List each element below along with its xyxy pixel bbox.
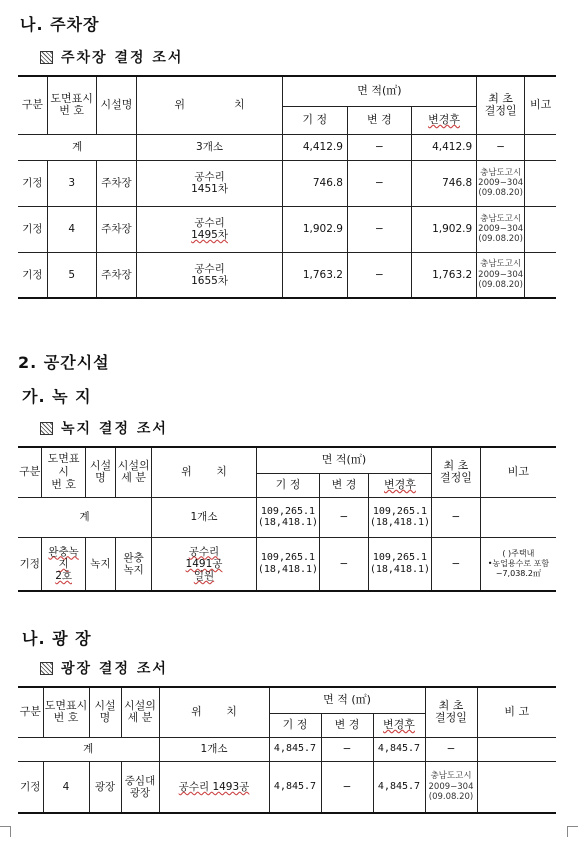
row-subdivision: 완충 녹지: [116, 537, 152, 591]
row-first: 충남도고시 2009−304 (09.08.20): [477, 160, 525, 206]
total-existing: 4,845.7: [269, 737, 321, 761]
section-title-green: 가. 녹 지: [22, 387, 92, 406]
hdr-facility: 시설명: [89, 687, 121, 737]
row-no: 3: [47, 160, 96, 206]
row-location-line1: 공수리: [194, 216, 225, 229]
square-decision-table: [18, 686, 556, 814]
subsection-title-green-text: 녹지 결정 조서: [61, 421, 168, 437]
row-no: 완충녹지 2호: [42, 537, 85, 591]
hdr-gubun: 구분: [18, 447, 42, 497]
row-location: [137, 252, 282, 298]
hdr-after: 변경후: [373, 713, 425, 737]
total-change: −: [347, 134, 411, 160]
section-title-parking: 나. 주차장: [20, 15, 100, 34]
section-title-square: 나. 광 장: [22, 629, 92, 648]
hdr-first-decision: 최 초 결정일: [432, 447, 481, 497]
row-facility: 주차장: [96, 252, 137, 298]
hdr-domyeon: 도면표시 번 호: [47, 76, 96, 134]
row-gubun: 기정: [18, 206, 47, 252]
subsection-title-parking: [40, 47, 183, 67]
hdr-change: 변 경: [321, 713, 373, 737]
hdr-area: 면 적(㎡): [256, 447, 431, 473]
row-first: 충남도고시 2009−304 (09.08.20): [477, 206, 525, 252]
row-facility: 주차장: [96, 160, 137, 206]
total-change: −: [320, 497, 369, 537]
row-facility: 광장: [89, 761, 121, 813]
total-existing: 109,265.1 (18,418.1): [256, 497, 319, 537]
hatched-box-icon: [40, 662, 53, 675]
row-location-line2: 1451차: [191, 183, 228, 195]
subsection-title-green: [40, 418, 168, 438]
hdr-subdivision: 시설의 세 분: [116, 447, 152, 497]
total-first: −: [432, 497, 481, 537]
crop-mark-right: [567, 826, 578, 837]
row-no: 4: [43, 761, 89, 813]
section-title-space: 2. 공간시설: [18, 353, 110, 372]
table-row: [18, 160, 556, 206]
hdr-gubun: 구분: [18, 76, 47, 134]
row-subdivision: 중심대 광장: [121, 761, 159, 813]
table-row-total: [18, 497, 556, 537]
hdr-domyeon: 도면표시 번 호: [42, 447, 85, 497]
total-label: 계: [18, 134, 137, 160]
hatched-box-icon: [40, 422, 53, 435]
row-after: 746.8: [411, 160, 476, 206]
row-location: 공수리 1491공 일원: [152, 537, 257, 591]
hdr-change: 변 경: [320, 473, 369, 497]
row-existing: 1,763.2: [282, 252, 347, 298]
total-first: −: [477, 134, 525, 160]
total-note: [525, 134, 556, 160]
row-note: [525, 252, 556, 298]
row-existing: 109,265.1 (18,418.1): [256, 537, 319, 591]
total-after: 4,845.7: [373, 737, 425, 761]
row-note: [477, 761, 556, 813]
total-note: [480, 497, 556, 537]
row-no: 4: [47, 206, 96, 252]
hdr-after: 변경후: [368, 473, 431, 497]
row-after: 1,902.9: [411, 206, 476, 252]
hdr-domyeon: 도면표시 번 호: [43, 687, 89, 737]
total-change: −: [321, 737, 373, 761]
row-gubun: 기정: [18, 252, 47, 298]
total-after: 109,265.1 (18,418.1): [368, 497, 431, 537]
row-change: −: [321, 761, 373, 813]
row-note: [525, 160, 556, 206]
row-change: −: [347, 160, 411, 206]
row-first: −: [432, 537, 481, 591]
row-facility: 녹지: [85, 537, 115, 591]
green-decision-table: [18, 446, 556, 592]
hdr-area: 면 적 (㎡): [269, 687, 425, 713]
hdr-existing: 기 정: [282, 106, 347, 134]
row-after: 1,763.2: [411, 252, 476, 298]
table-row: [18, 206, 556, 252]
hdr-subdivision: 시설의 세 분: [121, 687, 159, 737]
row-first: 충남도고시 2009−304 (09.08.20): [477, 252, 525, 298]
hdr-area: 면 적(㎡): [282, 76, 477, 106]
row-location: [137, 206, 282, 252]
parking-decision-table: [18, 75, 556, 299]
row-after: 109,265.1 (18,418.1): [368, 537, 431, 591]
row-change: −: [347, 252, 411, 298]
row-location-line2: 1655차: [191, 274, 228, 287]
hdr-location: 위 치: [152, 447, 257, 497]
row-location-line2: 1495차: [191, 229, 228, 241]
total-note: [477, 737, 556, 761]
row-note: ( )주택내 •농업용수로 포함 −7,038.2㎡: [480, 537, 556, 591]
row-first: 충남도고시 2009−304 (09.08.20): [425, 761, 477, 813]
row-gubun: 기정: [18, 537, 42, 591]
hdr-existing: 기 정: [269, 713, 321, 737]
row-location: [137, 160, 282, 206]
table-row: [18, 252, 556, 298]
row-location-line1: 공수리: [194, 170, 225, 183]
row-location-line1: 공수리: [194, 262, 225, 275]
hdr-change: 변 경: [347, 106, 411, 134]
subsection-title-square-text: 광장 결정 조서: [61, 661, 168, 677]
subsection-title-parking-text: 주차장 결정 조서: [61, 50, 184, 66]
hdr-existing: 기 정: [256, 473, 319, 497]
row-existing: 746.8: [282, 160, 347, 206]
row-gubun: 기정: [18, 160, 47, 206]
hatched-box-icon: [40, 51, 53, 64]
total-existing: 4,412.9: [282, 134, 347, 160]
hdr-note: 비고: [480, 447, 556, 497]
hdr-after: 변경후: [411, 106, 476, 134]
hdr-facility: 시설명: [85, 447, 115, 497]
subsection-title-square: [40, 658, 168, 678]
hdr-first-decision: 최 초 결정일: [477, 76, 525, 134]
row-after: 4,845.7: [373, 761, 425, 813]
row-note: [525, 206, 556, 252]
total-location: 3개소: [137, 134, 282, 160]
crop-mark-left: [0, 826, 11, 837]
table-row-total: [18, 134, 556, 160]
hdr-location: 위 치: [159, 687, 269, 737]
total-after: 4,412.9: [411, 134, 476, 160]
total-location: 1개소: [159, 737, 269, 761]
row-change: −: [320, 537, 369, 591]
row-location: 공수리 1493공: [159, 761, 269, 813]
row-change: −: [347, 206, 411, 252]
hdr-location: 위 치: [137, 76, 282, 134]
hdr-note: 비고: [525, 76, 556, 134]
row-facility: 주차장: [96, 206, 137, 252]
hdr-first-decision: 최 초 결정일: [425, 687, 477, 737]
table-row-total: [18, 737, 556, 761]
total-label: 계: [18, 737, 159, 761]
total-label: 계: [18, 497, 152, 537]
row-existing: 4,845.7: [269, 761, 321, 813]
row-existing: 1,902.9: [282, 206, 347, 252]
hdr-gubun: 구분: [18, 687, 43, 737]
table-row: [18, 761, 556, 813]
hdr-facility: 시설명: [96, 76, 137, 134]
row-no: 5: [47, 252, 96, 298]
table-row: [18, 537, 556, 591]
row-gubun: 기정: [18, 761, 43, 813]
total-location: 1개소: [152, 497, 257, 537]
hdr-note: 비 고: [477, 687, 556, 737]
total-first: −: [425, 737, 477, 761]
